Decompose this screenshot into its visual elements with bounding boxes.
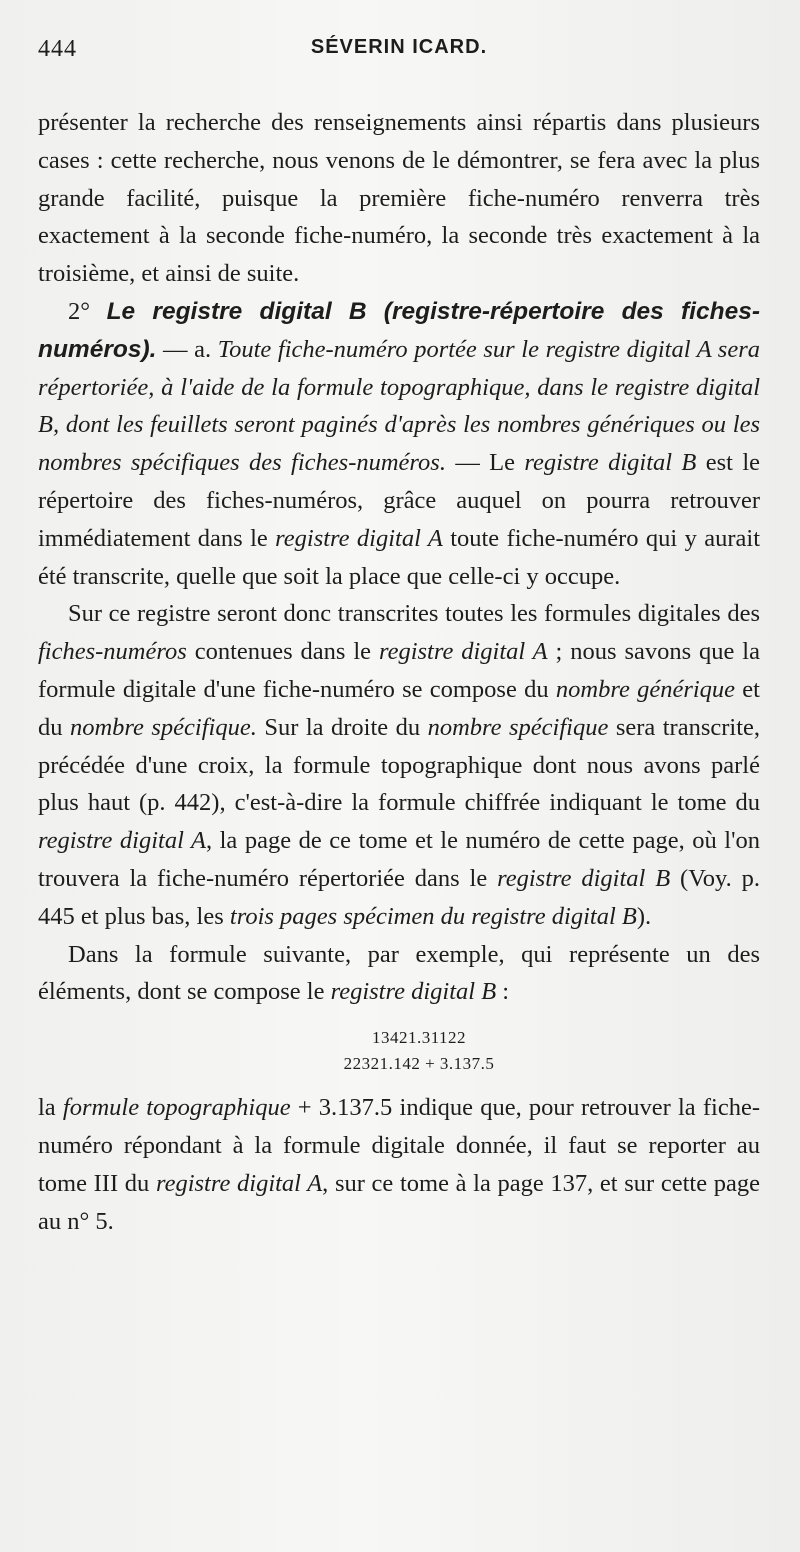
paragraph-2-italic: Toute fiche-numéro portée sur le registre digital A sera répertoriée, à l'aide de la formule topographique, dans le registre digital B, dont les feuillets seront paginés d'après les nombres génériques ou les nombres spécifiques des fiches-numéros. bbox=[38, 335, 761, 477]
paragraph-5-text: , sur ce tome à la page 137, et sur cette page au n° 5. bbox=[38, 1169, 761, 1235]
paragraph-3-italic: trois pages spécimen du registre digital B bbox=[229, 902, 637, 930]
paragraph-2-text: — a. bbox=[156, 335, 218, 363]
paragraph-3-italic: fiches-numéros bbox=[38, 638, 187, 666]
paragraph-5-italic: registre digital A bbox=[155, 1169, 323, 1197]
paragraph-3-text: ; nous savons que la formule digitale d'une fiche-numéro se compose du bbox=[38, 638, 760, 703]
paragraph-4 bbox=[38, 936, 760, 1012]
paragraph-5-text: la bbox=[38, 1094, 63, 1122]
paragraph-3-text: , la page de ce tome et le numéro de cette page, où l'on trouvera la fiche-numéro répertoriée dans le bbox=[38, 827, 760, 892]
paragraph-3 bbox=[38, 595, 760, 935]
digital-formula bbox=[38, 1025, 760, 1077]
paragraph-2-text: est le répertoire des fiches-numéros, grâce auquel on pourra retrouver immédiatement dans le bbox=[38, 449, 761, 552]
paragraph-2 bbox=[38, 293, 760, 595]
page-number: 444 bbox=[38, 36, 77, 62]
paragraph-5 bbox=[38, 1089, 760, 1240]
formula-line-1: 13421.31122 bbox=[371, 1028, 467, 1048]
paragraph-3-italic: nombre spécifique bbox=[427, 713, 609, 741]
paragraph-5-italic: formule topographique bbox=[62, 1094, 291, 1122]
paragraph-3-text: (Voy. p. 445 et plus bas, les bbox=[38, 864, 760, 930]
paragraph-2-text: toute fiche-numéro qui y aurait été transcrite, quelle que soit la place que celle-ci y occupe. bbox=[38, 524, 760, 590]
paragraph-3-text: contenues dans le bbox=[186, 638, 379, 666]
paragraph-4-italic: registre digital B bbox=[330, 978, 497, 1006]
running-title: SÉVERIN ICARD. bbox=[310, 36, 488, 58]
page-header bbox=[38, 28, 760, 68]
section-heading: Le registre digital B (registre-répertoire des fiches-numéros). bbox=[38, 297, 760, 363]
paragraph-2-italic: registre digital B bbox=[524, 449, 697, 477]
paragraph-3-text: ). bbox=[636, 902, 652, 930]
paragraph-3-text: Sur ce registre seront donc transcrites toutes les formules digitales des bbox=[68, 600, 760, 628]
paragraph-4-text: Dans la formule suivante, par exemple, qui représente un des éléments, dont se compose le bbox=[38, 940, 760, 1006]
paragraph-4-text: : bbox=[496, 978, 510, 1006]
paragraph-5-text: + 3.137.5 indique que, pour retrouver la fiche-numéro répondant à la formule digitale donnée, il faut se reporter au tome III du bbox=[38, 1094, 760, 1197]
formula-line-2: 22321.142 + 3.137.5 bbox=[343, 1054, 495, 1074]
paragraph-3-text: et du bbox=[38, 675, 760, 741]
paragraph-1-text: présenter la recherche des renseignements ainsi répartis dans plusieurs cases : cette recherche, nous venons de le démontrer, se fera avec la plus grande facilité, puisque la première fiche-numéro renverra très exactement à la seconde fiche-numéro, la seconde très exactement à la troisième, et ainsi de suite. bbox=[38, 109, 760, 288]
paragraph-3-italic: nombre spécifique. bbox=[69, 713, 257, 741]
paragraph-3-italic: nombre générique bbox=[555, 675, 736, 703]
paragraph-1 bbox=[38, 104, 760, 293]
paragraph-3-italic: registre digital B bbox=[497, 864, 671, 892]
paragraph-2-italic: registre digital A bbox=[275, 524, 443, 552]
paragraph-3-italic: registre digital A bbox=[378, 638, 548, 666]
paragraph-3-italic: registre digital A bbox=[38, 827, 206, 855]
section-number: 2° bbox=[68, 297, 107, 325]
paragraph-3-text: sera transcrite, précédée d'une croix, la formule topographique dont nous avons parlé plus haut (p. 442), c'est-à-dire la formule chiffrée indiquant le tome du bbox=[38, 713, 760, 817]
body-text bbox=[38, 104, 760, 1240]
paragraph-3-text: Sur la droite du bbox=[256, 713, 428, 741]
paragraph-2-text: — Le bbox=[445, 449, 525, 477]
